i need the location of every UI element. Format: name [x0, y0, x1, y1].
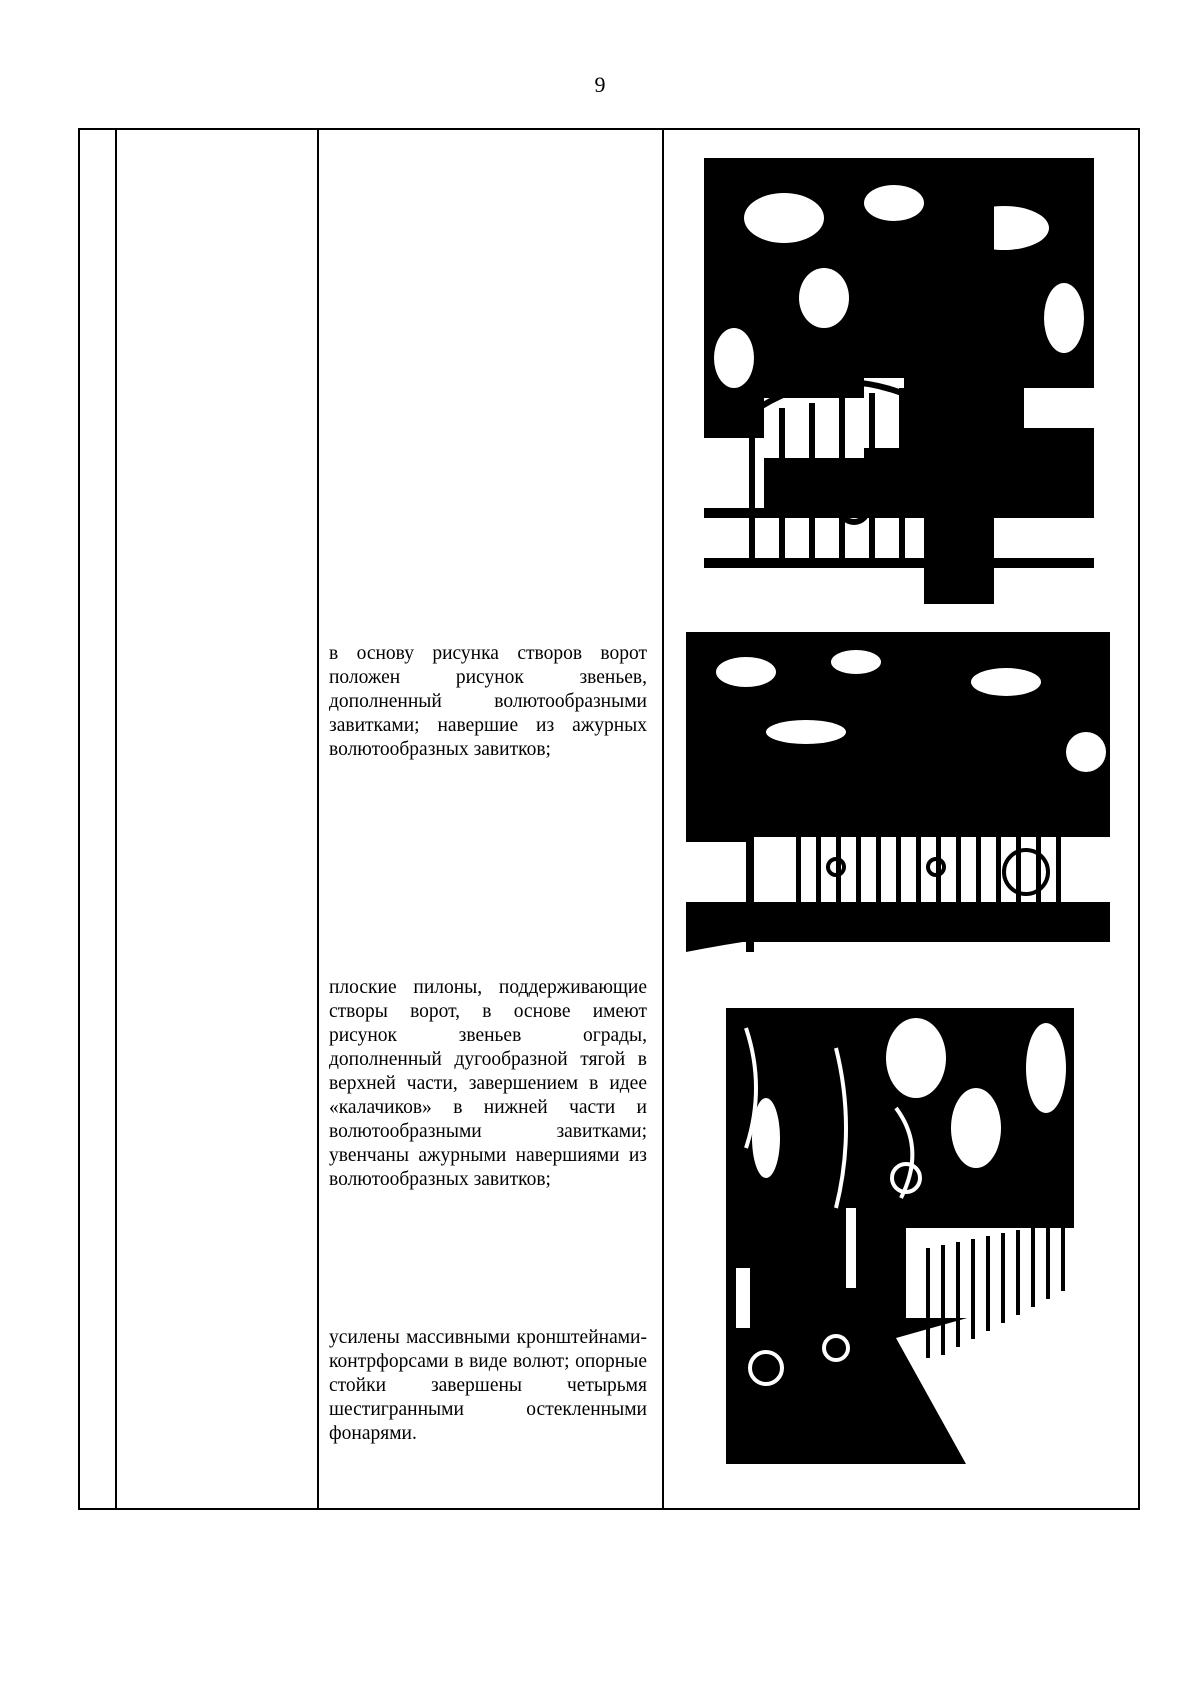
description-buttresses: усилены массивными кронштейнами-контрфорсами в виде волют; опорные стойки завершены четырьмя шестигранными остекленными фонарями.: [329, 1327, 647, 1444]
table-row: [79, 129, 1139, 1509]
gate-pillar-image: [726, 1008, 1074, 1464]
table-cell-description: [318, 129, 663, 1509]
table-cell-number: [79, 129, 116, 1509]
photo-gate-tree: [704, 158, 1094, 604]
description-pylons: плоские пилоны, поддерживающие створы ворот, в основе имеют рисунок звеньев ограды, дополненный дугообразной тягой в верхней части, завершением в идее «калачиков» в нижней части и волютообразными завитками; увенчаны ажурными навершиями из волютообразных завитков;: [329, 977, 647, 1190]
description-gate-leaves: в основу рисунка створов ворот положен рисунок звеньев, дополненный волютообразными завитками; навершие из ажурных волютообразных завитков;: [329, 643, 647, 760]
fence-snow-image: [686, 632, 1110, 982]
table-cell-object: [116, 129, 318, 1509]
page-number: 9: [594, 72, 606, 97]
photo-gate-pillar: [726, 1008, 1074, 1464]
photo-fence-snow: [686, 632, 1110, 982]
gate-tree-image: [704, 158, 1094, 604]
document-table: [78, 128, 1140, 1510]
table-cell-photos: [663, 129, 1139, 1509]
